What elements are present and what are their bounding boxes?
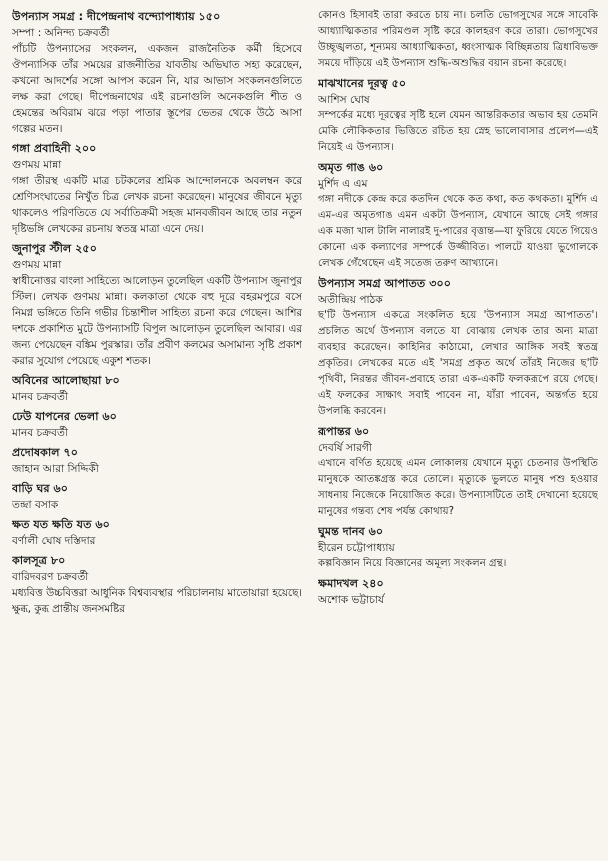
book-title: ক্ষমাদখল ২৪০ bbox=[318, 577, 384, 590]
book-author: গুণময় মান্না bbox=[12, 259, 62, 271]
book-title: উপন্যাস সমগ্র আপাতত ৩০০ bbox=[318, 277, 452, 290]
book-author: আশিস ঘোষ bbox=[318, 94, 370, 106]
book-description: স্বাধীনোত্তর বাংলা সাহিত্যে আলোড়ন তুলেছিল একটি উপন্যাস জুনাপুর স্টিল। লেখক গুণময় মান্না। কলকাতা থেকে বহু দূরে বহরমপুরে বসে নিমগ্ন ভঙ্গিতে তিনি গভীর চিন্তাশীল সাহিত্য রচনা করে গেছেন। আশির দশকে প্রকাশিত মুটে উপন্যাসটি বিপুল আলোড়ন তুলেছিল আবার। এর জন্য পেয়েছেন বঙ্কিম পুরস্কার। তাঁর প্রবীণ কলমের অসামান্য সৃষ্টি প্রকাশ করার সুযোগ পেয়েছে একুশ শতক। bbox=[12, 275, 302, 367]
book-title: জুনাপুর স্টীল ২৫০ bbox=[12, 242, 97, 255]
book-entry bbox=[318, 8, 598, 72]
book-entry bbox=[12, 140, 302, 237]
book-entry bbox=[318, 423, 598, 520]
book-entry bbox=[12, 444, 302, 477]
book-entry bbox=[318, 523, 598, 572]
book-entry bbox=[12, 372, 302, 405]
book-title: প্রদোষকাল ৭০ bbox=[12, 446, 78, 459]
book-author: তন্দ্রা বসাক bbox=[12, 499, 59, 511]
book-author: মুর্শিদ এ এম bbox=[318, 178, 368, 190]
book-author: দেবর্ষি সারগী bbox=[318, 442, 372, 454]
book-description: কোনও হিসাবই তারা করতে চায় না। চলতি ভোগসুখের সঙ্গে সাবেকি আধ্যাত্মিকতার পরিমণ্ডল সৃষ্টি করে কালহরণ করে তারা। ভোগসুখের উচ্ছৃঙ্খলতা, শূন্যময় আধ্যাত্মিকতা, ধ্বংসাত্মক বিচ্ছিন্নতায় ত্রিধাবিভক্ত সময়ে দাঁড়িয়ে এই উপন্যাস শুদ্ধি-অশুদ্ধির বয়ান রচনা করেছে। bbox=[318, 10, 598, 69]
book-entry bbox=[12, 516, 302, 549]
book-author: হীরেন চট্টোপাধ্যায় bbox=[318, 542, 395, 554]
book-entry bbox=[318, 75, 598, 156]
left-column bbox=[12, 8, 302, 855]
book-author: মানব চক্রবর্তী bbox=[12, 427, 68, 439]
book-title: অবিনের আলোছায়া ৮০ bbox=[12, 374, 120, 387]
book-entry bbox=[12, 8, 302, 137]
book-entry bbox=[12, 480, 302, 513]
book-author: বর্ণালী ঘোষ দস্তিদার bbox=[12, 535, 96, 547]
book-title: ঘুমন্ত দানব ৬০ bbox=[318, 525, 384, 538]
book-title: অমৃত গাঙ ৬০ bbox=[318, 161, 384, 174]
book-description: পাঁচটি উপন্যাসের সংকলন, একজন রাজনৈতিক কর্মী হিসেবে ঔপন্যাসিক তাঁর সময়ের রাজনীতির যাবতীয় অভিঘাত সহ্য করেছেন, কখনো আদর্শের সঙ্গো আপস করেন নি, যার আভাস সংকলনগুলিতে লক্ষ করা গেছে। দীপেন্দ্রনাথের এই রচনাগুলি অনেকগুলি শীত ও হেমন্তের অবিরাম ঝরে পড়া পাতার স্তূপের ভেতর থেকে উঠে আসা গল্পের মতন। bbox=[12, 43, 302, 135]
book-author: অতীন্দ্রিয় পাঠক bbox=[318, 294, 383, 306]
book-description: সম্পর্কের মধ্যে দূরত্বের সৃষ্টি হলে যেমন আন্তরিকতার অভাব হয় তেমনি মেকি লৌকিকতার ভিত্তিতে রচিত হয় স্নেহ ভালোবাসার প্রলেপ—এই নিয়েই এ উপন্যাস। bbox=[318, 110, 598, 153]
book-author: অশোক ভট্টাচার্য bbox=[318, 594, 385, 606]
book-description: এখানে বর্ণিত হয়েছে এমন লোকালয় যেখানে মৃত্যু চেতনার উপস্থিতি মানুষকে আতঙ্কগ্রস্ত করে তোলে। মৃত্যুকে ভুলতে মানুষ পশু হওয়ার সাধনায় নিজেকে নিয়োজিত করে। উপন্যাসটিতে তাই দেখানো হয়েছে মানুষের গন্তব্য শেষ পর্যন্ত কোথায়? bbox=[318, 458, 598, 517]
book-title: কালসূত্র ৮০ bbox=[12, 554, 66, 567]
book-title: বাড়ি ঘর ৬০ bbox=[12, 482, 69, 495]
book-description: মধ্যবিত্ত উচ্চবিত্তরা আধুনিক বিশ্বব্যবস্থার পরিচালনায় মাতোয়ারা হয়েছে। ক্ষুব্ধ, কুব্ধ প্রান্তীয় জনসমষ্টির bbox=[12, 587, 302, 615]
book-entry bbox=[12, 408, 302, 441]
book-author: বারিদবরণ চক্রবর্তী bbox=[12, 571, 89, 583]
book-author: মানব চক্রবর্তী bbox=[12, 391, 68, 403]
book-title: গঙ্গা প্রবাহিনী ২০০ bbox=[12, 142, 97, 155]
book-title: ক্ষত যত ক্ষতি যত ৬০ bbox=[12, 518, 110, 531]
book-author: জাহান আরা সিদ্দিকী bbox=[12, 463, 99, 475]
book-entry bbox=[12, 552, 302, 617]
book-author: সম্পা : অনিন্দ্য চক্রবর্তী bbox=[12, 27, 110, 39]
book-description: কল্পবিজ্ঞান নিয়ে বিজ্ঞানের অমূল্য সংকলন গ্রন্থ। bbox=[318, 558, 507, 569]
book-entry bbox=[318, 275, 598, 420]
right-column bbox=[318, 8, 598, 855]
book-description: গঙ্গা তীরস্থ একটি মাত্র চটকলের শ্রমিক আন্দোলনকে অবলম্বন করে শ্রেণিসংঘাতের নিখুঁত চিত্র লেখক রচনা করেছেন। মানুষের জীবনে মৃত্যু থাকলেও পরিণতিতে যে সর্বাতিক্রমী সহজ মানবজীবন আছে তার নতুন দৃষ্টিভঙ্গি লেখকের রচনায় স্বতন্ত্র মাত্রা এনে দেয়। bbox=[12, 175, 302, 235]
book-title: উপন্যাস সমগ্র : দীপেন্দ্রনাথ বন্দ্যোপাধ্যায় ১৫০ bbox=[12, 10, 221, 23]
book-title: ঢেউ যাপনের ভেলা ৬০ bbox=[12, 410, 117, 423]
book-description: ছ'টি উপন্যাস একত্রে সংকলিত হয়ে 'উপন্যাস সমগ্র আপাতত'। প্রচলিত অর্থে উপন্যাস বলতে যা বোঝায় লেখক তার অন্য মাত্রা ব্যবহার করেছেন। কাহিনির কাঠামো, লেখার আঙ্গিক সবই স্বতন্ত্র প্রকৃতির। লেখকের মতে এই 'সমগ্র প্রকৃত অর্থে তাঁরই নিজের ছ'টি পৃথিবী, নিরন্তর জীবন-প্রবাহে তারা এক-একটি ফলকরূপে রয়ে গেছে। এই ফলকের সাক্ষাৎ সবাই পাবেন না, যাঁরা পাবেন, অন্তর্গত হয়ে উপলব্ধি করবেন। bbox=[318, 310, 598, 417]
book-title: মাঝখানের দূরত্ব ৫০ bbox=[318, 77, 407, 90]
book-entry bbox=[318, 575, 598, 608]
book-entry bbox=[12, 240, 302, 369]
book-author: গুণময় মান্না bbox=[12, 159, 62, 171]
book-title: রূপান্তর ৬০ bbox=[318, 425, 370, 438]
book-description: গঙ্গা নদীকে কেন্দ্র করে কতদিন থেকে কত কথা, কত কথকতা। মুর্শিদ এ এম-এর অমৃতগাঙ এমন একটা উপন্যাস, যেখানে আছে সেই গঙ্গার এক মজা খাল টালি নালারই দু-পারের বৃত্তান্ত—যা ফুরিয়ে যেতে গিয়েও কোনো এক কল্যাণের সম্পর্কে উজ্জীবিত। পালটে যাওয়া ভুগোলকে লেখক গেঁথেছেন এই সতেজ তরুণ আখ্যানে। bbox=[318, 194, 598, 269]
book-entry bbox=[318, 159, 598, 272]
